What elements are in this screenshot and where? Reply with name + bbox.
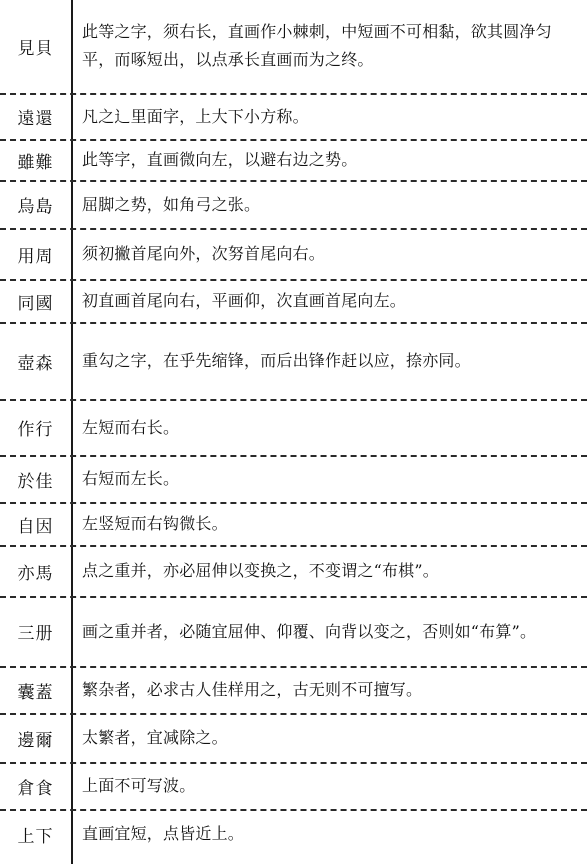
row-key: 作行 [17,420,54,440]
row-key: 邊爾 [17,730,54,751]
row-text: 此等之字，须右长，直画作小棘刺，中短画不可相黏，欲其圆净匀平，而啄短出，以点承长直画而为之终。 [82,22,552,69]
row-key: 烏島 [17,197,54,217]
column-divider [71,0,73,864]
row-text: 直画宜短，点皆近上。 [82,824,245,843]
row-text: 繁杂者，必求古人佳样用之，古无则不可擅写。 [82,680,423,699]
row-key: 壺森 [17,353,54,374]
row-text: 右短而左长。 [82,469,180,488]
row-key: 於佳 [17,471,54,492]
row-text: 画之重并者，必随宜屈伸、仰覆、向背以变之，否则如“布算”。 [82,621,537,641]
row-key: 用周 [17,246,54,267]
row-text: 太繁者，宜减除之。 [82,728,228,747]
row-key: 囊蓋 [17,682,54,703]
row-key: 亦馬 [17,563,54,584]
row-text: 须初撇首尾向外，次努首尾向右。 [82,244,326,263]
row-text: 屈脚之势，如角弓之张。 [82,194,261,214]
row-key: 同國 [17,293,54,314]
row-text: 点之重并，亦必屈伸以变换之，不变谓之“布棋”。 [82,561,439,580]
row-text: 此等字，直画微向左，以避右边之势。 [82,150,358,169]
row-key: 三册 [17,624,54,644]
row-key: 雖難 [17,152,54,173]
row-key: 上下 [17,826,54,847]
row-key: 遠還 [17,109,54,129]
row-text: 上面不可写波。 [82,776,196,795]
row-key: 自因 [17,516,54,537]
row-key: 倉食 [17,778,54,799]
row-key: 見貝 [17,38,54,59]
row-text: 左竖短而右钩微长。 [82,514,228,533]
row-text: 左短而右长。 [82,417,180,437]
row-text: 重勾之字，在乎先缩锋，而后出锋作赶以应，捺亦同。 [82,351,471,370]
row-text: 初直画首尾向右，平画仰，次直画首尾向左。 [82,291,407,310]
row-text: 凡之辶里面字，上大下小方称。 [82,106,309,126]
